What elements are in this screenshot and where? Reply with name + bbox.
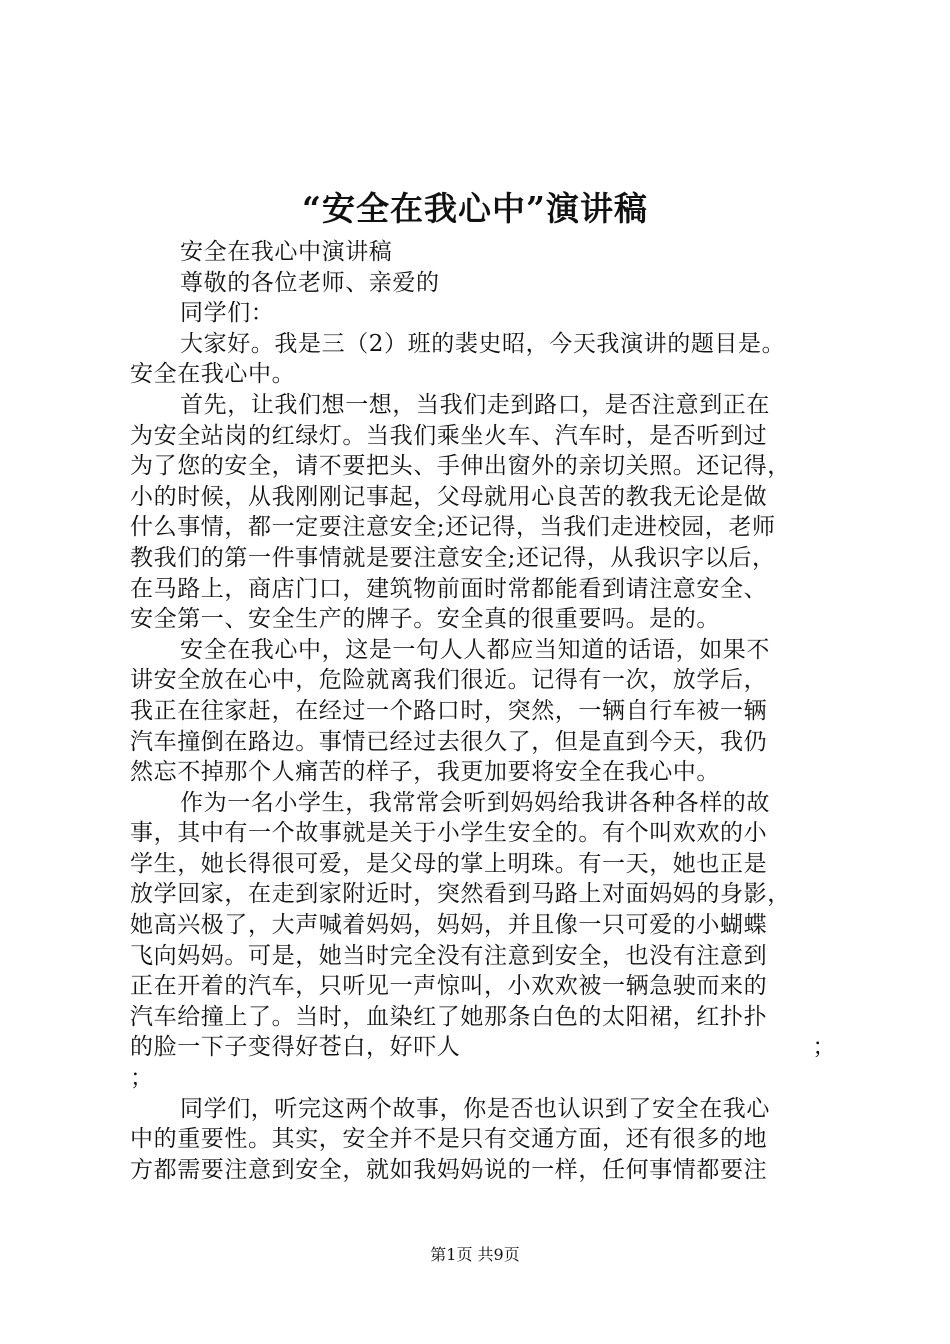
- text-line: 同学们：: [180, 300, 275, 327]
- text-line: 什么事情，都一定要注意安全;还记得，当我们走进校园，老师: [130, 514, 776, 541]
- text-line: 安全在我心中演讲稿: [180, 239, 393, 265]
- text-line: 飞向妈妈。可是，她当时完全没有注意到安全，也没有注意到: [130, 942, 768, 969]
- text-line: 学生，她长得很可爱，是父母的掌上明珠。有一天，她也正是: [130, 850, 768, 877]
- text-line: 为安全站岗的红绿灯。当我们乘坐火车、汽车时，是否听到过: [130, 422, 768, 449]
- text-line: 的脸一下子变得好苍白，好吓人: [130, 1034, 461, 1061]
- text-line: 她高兴极了，大声喊着妈妈，妈妈，并且像一只可爱的小蝴蝶: [130, 912, 768, 939]
- text-line: 放学回家，在走到家附近时，突然看到马路上对面妈妈的身影，: [130, 881, 791, 908]
- text-line: 大家好。我是三（2）班的裴史昭，今天我演讲的题目是。: [180, 330, 786, 357]
- text-line: 汽车撞倒在路边。事情已经过去很久了，但是直到今天，我仍: [130, 728, 768, 755]
- text-line: 尊敬的各位老师、亲爱的: [180, 269, 440, 296]
- text-line: 安全在我心中。: [130, 361, 296, 388]
- text-line: 作为一名小学生，我常常会听到妈妈给我讲各种各样的故: [180, 789, 770, 816]
- text-line: ；: [812, 1034, 836, 1061]
- text-line-split: [130, 1032, 836, 1063]
- text-line: 安全在我心中，这是一句人人都应当知道的话语，如果不: [180, 636, 770, 663]
- text-line: 方都需要注意到安全，就如我妈妈说的一样，任何事情都要注: [130, 1156, 768, 1183]
- text-line: 同学们，听完这两个故事，你是否也认识到了安全在我心: [180, 1095, 770, 1122]
- text-line: 然忘不掉那个人痛苦的样子，我更加要将安全在我心中。: [130, 759, 720, 786]
- text-line: 教我们的第一件事情就是要注意安全;还记得，从我识字以后，: [130, 544, 776, 571]
- text-line: 汽车给撞上了。当时，血染红了她那条白色的太阳裙，红扑扑: [130, 1003, 768, 1030]
- text-line: 小的时候，从我刚刚记事起，父母就用心良苦的教我无论是做: [130, 483, 768, 510]
- text-line: 讲安全放在心中，危险就离我们很近。记得有一次，放学后，: [130, 667, 768, 694]
- text-line: 中的重要性。其实，安全并不是只有交通方面，还有很多的地: [130, 1126, 768, 1153]
- page-footer: 第1页 共9页: [430, 1245, 520, 1264]
- document-body: [130, 237, 836, 1185]
- text-line: 在马路上，商店门口，建筑物前面时常都能看到请注意安全、: [130, 575, 768, 602]
- text-line: 首先，让我们想一想，当我们走到路口，是否注意到正在: [180, 391, 770, 418]
- text-line: 我正在往家赶，在经过一个路口时，突然，一辆自行车被一辆: [130, 697, 768, 724]
- text-line: 安全第一、安全生产的牌子。安全真的很重要吗。是的。: [130, 606, 720, 633]
- text-line: ；: [130, 1065, 154, 1092]
- text-line: 正在开着的汽车，只听见一声惊叫，小欢欢被一辆急驶而来的: [130, 973, 768, 1000]
- document-title: “安全在我心中”演讲稿: [302, 189, 648, 228]
- text-line: 为了您的安全，请不要把头、手伸出窗外的亲切关照。还记得，: [130, 453, 791, 480]
- text-line: 事，其中有一个故事就是关于小学生安全的。有个叫欢欢的小: [130, 820, 768, 847]
